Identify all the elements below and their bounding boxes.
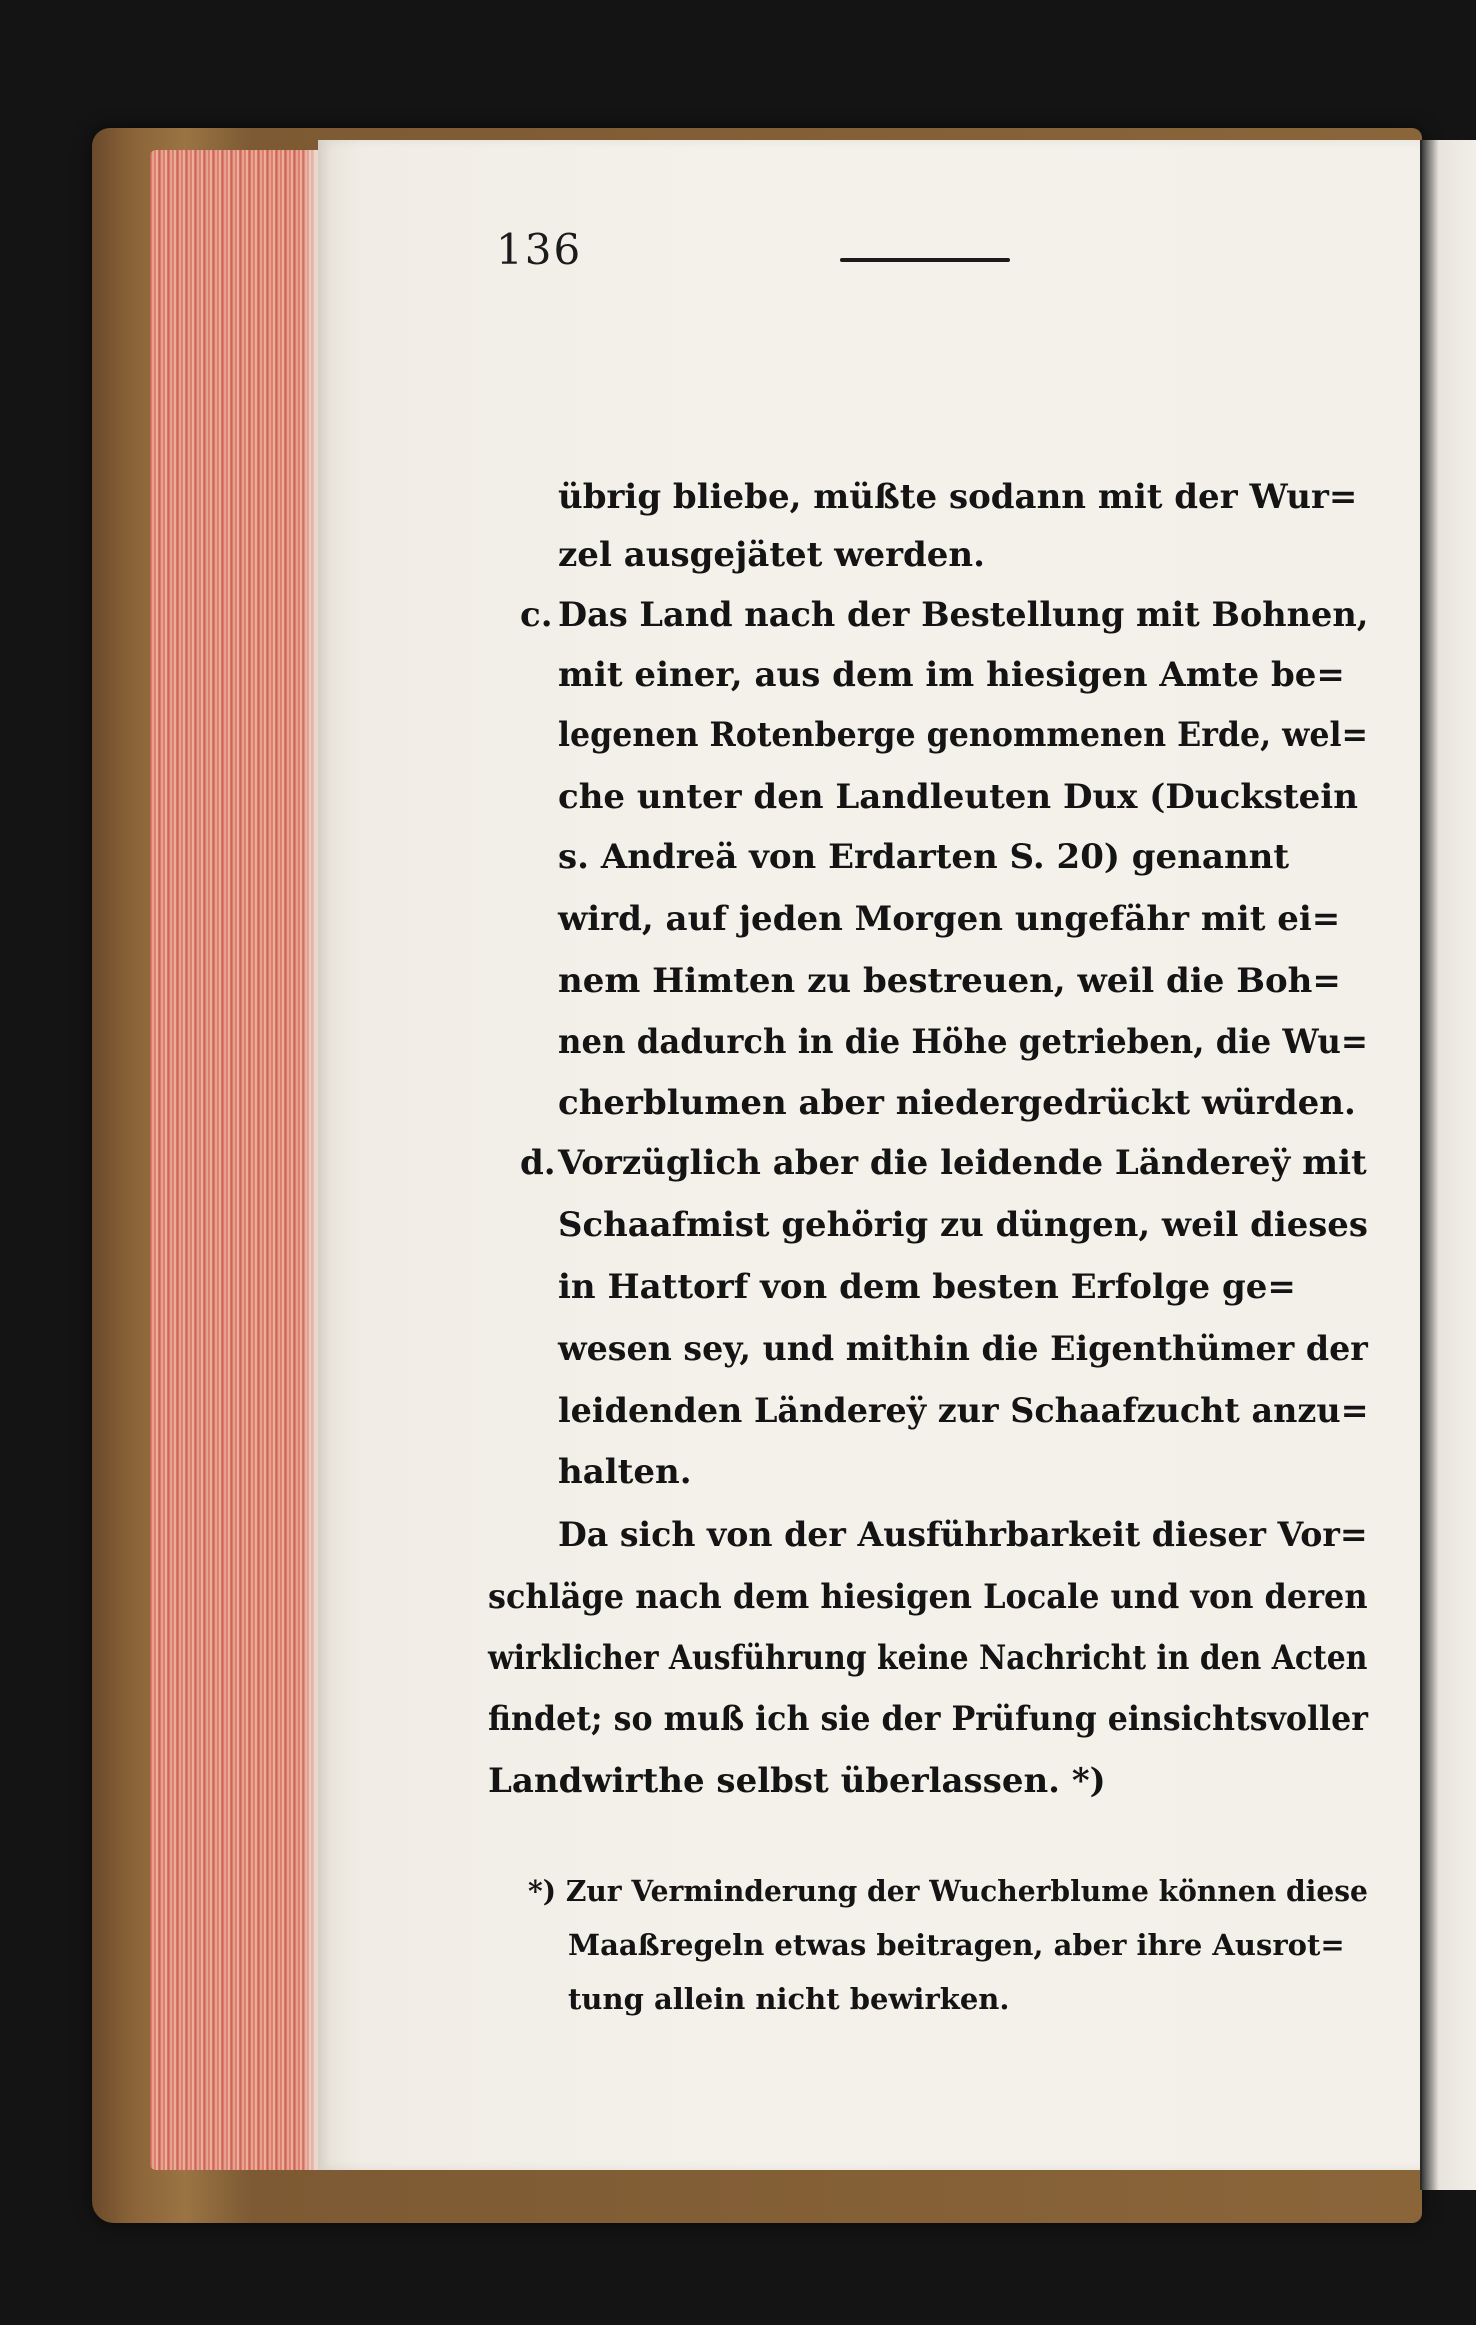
text-line: wesen sey, und mithin die Eigenthümer der — [558, 1329, 1368, 1369]
text-line: wird, auf jeden Morgen ungefähr mit ei= — [558, 899, 1341, 939]
text-line: nem Himten zu bestreuen, weil die Boh= — [558, 961, 1341, 1001]
text-line: übrig bliebe, müßte sodann mit der Wur= — [558, 477, 1358, 517]
text-line: in Hattorf von dem besten Erfolge ge= — [558, 1267, 1296, 1307]
book-page — [318, 140, 1420, 2170]
text-line: legenen Rotenberge genommenen Erde, wel= — [558, 715, 1368, 755]
text-line: nen dadurch in die Höhe getrieben, die Wu= — [558, 1022, 1368, 1062]
text-line: cherblumen aber niedergedrückt würden. — [558, 1083, 1356, 1123]
page-edges — [150, 150, 320, 2170]
text-line: findet; so muß ich sie der Prüfung einsichtsvoller — [488, 1699, 1368, 1739]
item-label-c: c. — [520, 595, 553, 635]
text-line: Schaafmist gehörig zu düngen, weil dieses — [558, 1205, 1368, 1245]
text-line: wirklicher Ausführung keine Nachricht in den Acten — [488, 1638, 1368, 1678]
text-line: leidenden Ländereÿ zur Schaafzucht anzu= — [558, 1391, 1369, 1431]
text-line: che unter den Landleuten Dux (Duckstein — [558, 777, 1358, 817]
text-line: s. Andreä von Erdarten S. 20) genannt — [558, 837, 1290, 877]
text-line: Vorzüglich aber die leidende Ländereÿ mit — [558, 1143, 1367, 1183]
text-line: Landwirthe selbst überlassen. *) — [488, 1761, 1106, 1801]
text-line: Da sich von der Ausführbarkeit dieser Vor= — [558, 1515, 1368, 1555]
footnote-line: *) Zur Verminderung der Wucherblume können diese — [528, 1874, 1368, 1908]
footnote-line: tung allein nicht bewirken. — [568, 1982, 1010, 2016]
text-line: schläge nach dem hiesigen Locale und von deren — [488, 1577, 1368, 1617]
footnote-line: Maaßregeln etwas beitragen, aber ihre Ausrot= — [568, 1928, 1345, 1962]
text-line: mit einer, aus dem im hiesigen Amte be= — [558, 655, 1345, 695]
text-line: zel ausgejätet werden. — [558, 535, 985, 575]
item-label-d: d. — [520, 1143, 556, 1183]
page-number: 136 — [496, 225, 583, 274]
text-line: Das Land nach der Bestellung mit Bohnen, — [558, 595, 1369, 635]
header-rule — [840, 258, 1010, 262]
adjacent-page — [1420, 140, 1476, 2190]
text-line: halten. — [558, 1452, 692, 1492]
